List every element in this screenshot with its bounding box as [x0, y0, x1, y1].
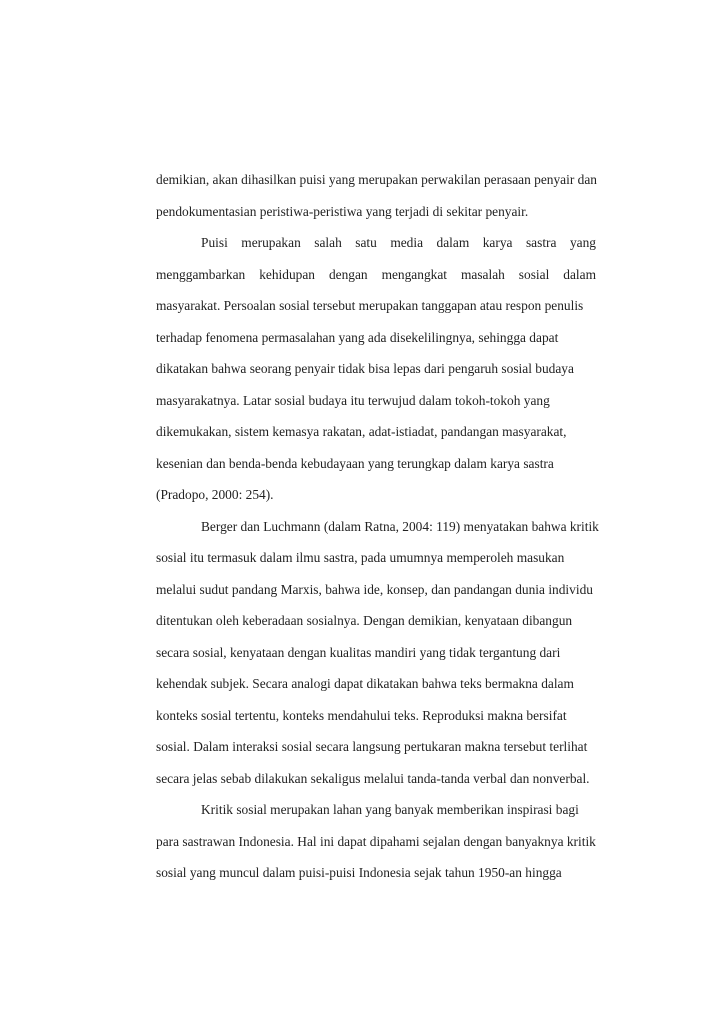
text-line: Kritik sosial merupakan lahan yang banyak memberikan inspirasi bagi [201, 802, 579, 817]
text-line: sosial. Dalam interaksi sosial secara langsung pertukaran makna tersebut terlihat [156, 739, 588, 754]
word: satu [355, 235, 377, 250]
word: dengan [328, 266, 368, 282]
word: Puisi [201, 235, 228, 250]
text-line: sosial itu termasuk dalam ilmu sastra, pada umumnya memperoleh masukan [156, 550, 565, 565]
body-text [156, 170, 599, 895]
word: sastra [525, 235, 557, 250]
word: mengangkat [381, 266, 448, 282]
text-line: terhadap fenomena permasalahan yang ada disekelilingnya, sehingga dapat [156, 329, 559, 345]
text-line: masyarakat. Persoalan sosial tersebut merupakan tanggapan atau respon penulis [156, 298, 584, 313]
text-line: ditentukan oleh keberadaan sosialnya. Dengan demikian, kenyataan dibangun [156, 613, 573, 628]
word: kehidupan [259, 266, 315, 282]
text-line: kehendak subjek. Secara analogi dapat dikatakan bahwa teks bermakna dalam [156, 676, 574, 691]
text-line-justified [156, 265, 596, 297]
word: dalam [436, 235, 470, 250]
text-line: secara jelas sebab dilakukan sekaligus melalui tanda-tanda verbal dan nonverbal. [156, 770, 590, 786]
text-line: kesenian dan benda-benda kebudayaan yang terungkap dalam karya sastra [156, 455, 554, 471]
word: karya [482, 235, 513, 250]
word: merupakan [241, 235, 301, 250]
text-line: masyarakatnya. Latar sosial budaya itu terwujud dalam tokoh-tokoh yang [156, 392, 550, 408]
text-line: konteks sosial tertentu, konteks mendahului teks. Reproduksi makna bersifat [156, 707, 567, 723]
word: yang [569, 235, 596, 250]
word: masalah [460, 266, 505, 282]
text-line: para sastrawan Indonesia. Hal ini dapat dipahami sejalan dengan banyaknya kritik [156, 833, 596, 849]
text-line: pendokumentasian peristiwa-peristiwa yang terjadi di sekitar penyair. [156, 203, 529, 219]
word: sosial [518, 266, 550, 282]
text-line: dikatakan bahwa seorang penyair tidak bisa lepas dari pengaruh sosial budaya [156, 361, 574, 376]
text-line: Berger dan Luchmann (dalam Ratna, 2004: 119) menyatakan bahwa kritik [201, 518, 599, 534]
word: media [390, 235, 424, 250]
word: menggambarkan [156, 266, 246, 282]
text-line: melalui sudut pandang Marxis, bahwa ide, konsep, dan pandangan dunia individu [156, 581, 593, 597]
text-line: secara sosial, kenyataan dengan kualitas mandiri yang tidak tergantung dari [156, 644, 561, 660]
text-line: dikemukakan, sistem kemasya rakatan, adat-istiadat, pandangan masyarakat, [156, 424, 567, 439]
text-line: demikian, akan dihasilkan puisi yang merupakan perwakilan perasaan penyair dan [156, 172, 597, 187]
text-line-justified [156, 233, 596, 265]
word: salah [314, 235, 342, 250]
text-line: (Pradopo, 2000: 254). [156, 487, 274, 502]
word: dalam [563, 266, 596, 282]
text-line: sosial yang muncul dalam puisi-puisi Indonesia sejak tahun 1950-an hingga [156, 865, 562, 880]
